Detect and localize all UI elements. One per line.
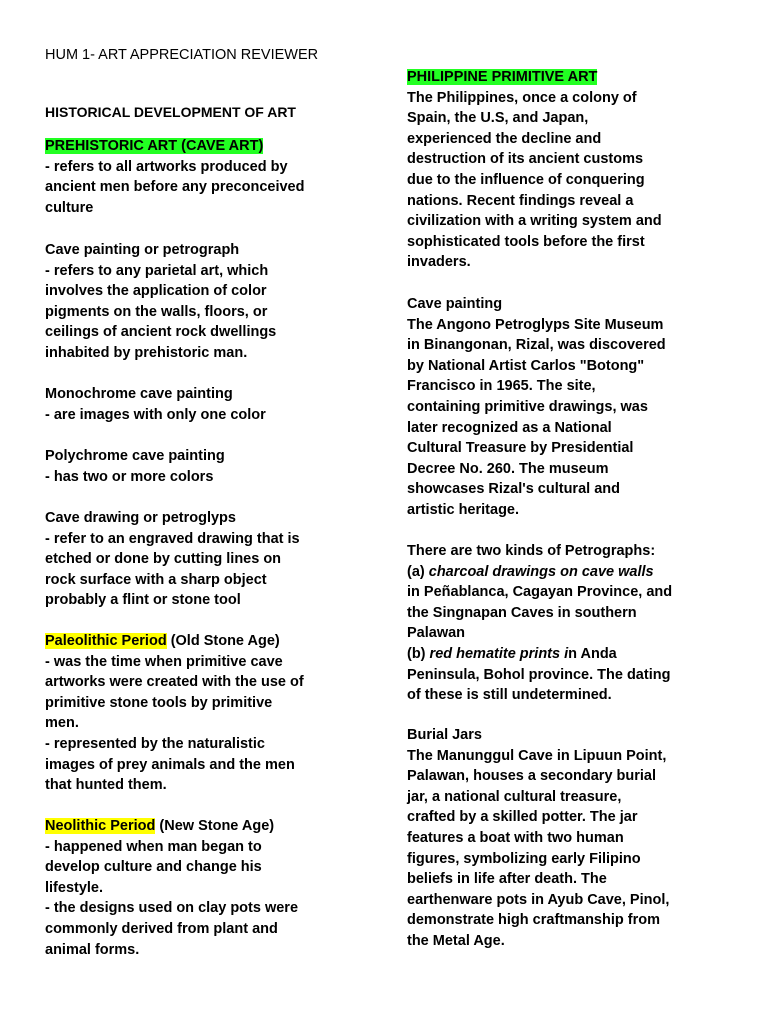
text-line: Cave drawing or petroglyps (45, 510, 236, 526)
text-line: Cave painting (407, 296, 503, 312)
text-line: in Peñablanca, Cagayan Province, and (407, 584, 673, 601)
text-line: The Angono Petroglyps Site Museum (407, 316, 664, 333)
text-line: Palawan, houses a secondary burial (407, 768, 657, 785)
cave-painting-definition (45, 240, 385, 364)
text-line: animal forms. (45, 941, 140, 958)
cave-drawing-definition (45, 508, 385, 611)
text-line: Monochrome cave painting (45, 386, 233, 402)
angono-cave-painting-block (407, 294, 747, 521)
text-line: There are two kinds of Petrographs: (407, 543, 656, 559)
text-line: ceilings of ancient rock dwellings (45, 324, 277, 341)
philippine-art-block (407, 67, 747, 273)
text-line: Francisco in 1965. The site, (407, 378, 596, 395)
text-line: in Binangonan, Rizal, was discovered (407, 337, 666, 354)
paleolithic-subtitle: (Old Stone Age) (166, 633, 280, 649)
text-line: lifestyle. (45, 879, 104, 896)
text-line: - are images with only one color (45, 406, 266, 423)
text-line: develop culture and change his (45, 859, 262, 876)
text-line: features a boat with two human (407, 829, 624, 846)
neolithic-term: Neolithic Period (45, 818, 156, 834)
text-line: demonstrate high craftmanship from (407, 912, 660, 929)
text-line: figures, symbolizing early Filipino (407, 850, 641, 867)
text-line: The Philippines, once a colony of (407, 89, 637, 106)
text-line: sophisticated tools before the first (407, 233, 645, 250)
burial-jars-block (407, 725, 747, 952)
paleolithic-term: Paleolithic Period (45, 633, 167, 649)
text-line: The Manunggul Cave in Lipuun Point, (407, 747, 667, 764)
text-line: - represented by the naturalistic (45, 735, 265, 752)
text-line: destruction of its ancient customs (407, 151, 644, 168)
document-title: HUM 1- ART APPRECIATION REVIEWER (45, 47, 319, 63)
text-line: jar, a national cultural treasure, (407, 788, 622, 805)
polychrome-definition (45, 446, 385, 487)
text-line: civilization with a writing system and (407, 213, 662, 230)
neolithic-block (45, 816, 385, 960)
text-line: rock surface with a sharp object (45, 571, 267, 588)
item-b-rest: n Anda (568, 645, 617, 662)
text-line: invaders. (407, 254, 471, 271)
text-line: Palawan (407, 625, 466, 642)
text-line: showcases Rizal's cultural and (407, 481, 620, 498)
text-line: Decree No. 260. The museum (407, 460, 609, 477)
text-line: Peninsula, Bohol province. The dating (407, 666, 671, 683)
text-line: by National Artist Carlos "Botong" (407, 357, 645, 374)
text-line: beliefs in life after death. The (407, 871, 607, 888)
text-line: - has two or more colors (45, 468, 214, 485)
text-line: nations. Recent findings reveal a (407, 192, 634, 209)
text-line: - was the time when primitive cave (45, 653, 283, 670)
section-heading: HISTORICAL DEVELOPMENT OF ART (45, 104, 296, 120)
text-line: earthenware pots in Ayub Cave, Pinol, (407, 891, 670, 908)
text-line: that hunted them. (45, 777, 167, 794)
prehistoric-art-heading: PREHISTORIC ART (CAVE ART) (45, 138, 264, 154)
text-line: Spain, the U.S, and Japan, (407, 110, 589, 127)
petrographs-block (407, 541, 747, 706)
philippine-art-heading: PHILIPPINE PRIMITIVE ART (407, 69, 598, 85)
text-line: commonly derived from plant and (45, 920, 278, 937)
text-line: inhabited by prehistoric man. (45, 344, 248, 361)
prehistoric-art-block (45, 136, 385, 218)
monochrome-definition (45, 384, 385, 425)
text-line: pigments on the walls, floors, or (45, 303, 268, 320)
text-line: artworks were created with the use of (45, 674, 304, 691)
text-line: involves the application of color (45, 283, 267, 300)
text-line: of these is still undetermined. (407, 687, 612, 704)
paleolithic-block (45, 631, 385, 796)
text-line: probably a flint or stone tool (45, 592, 241, 609)
text-line: culture (45, 199, 94, 216)
text-line: experienced the decline and (407, 130, 602, 147)
item-a-label: (a) (407, 563, 429, 580)
text-line: men. (45, 715, 79, 732)
text-line: Burial Jars (407, 727, 482, 743)
text-line: - refers to any parietal art, which (45, 262, 269, 279)
text-line: Cultural Treasure by Presidential (407, 440, 634, 457)
text-line: - happened when man began to (45, 838, 262, 855)
text-line: - refers to all artworks produced by (45, 158, 288, 175)
text-line: the Metal Age. (407, 932, 505, 949)
text-line: ancient men before any preconceived (45, 179, 305, 196)
text-line: crafted by a skilled potter. The jar (407, 809, 638, 826)
text-line: artistic heritage. (407, 501, 520, 518)
text-line: later recognized as a National (407, 419, 612, 436)
text-line: primitive stone tools by primitive (45, 694, 273, 711)
text-line: containing primitive drawings, was (407, 398, 648, 415)
item-a-italic: charcoal drawings on cave walls (428, 563, 654, 580)
item-b-label: (b) (407, 645, 430, 662)
neolithic-subtitle: (New Stone Age) (155, 818, 275, 834)
text-line: - the designs used on clay pots were (45, 900, 299, 917)
item-b-italic: red hematite prints i (429, 645, 569, 662)
text-line: etched or done by cutting lines on (45, 551, 282, 568)
text-line: the Singnapan Caves in southern (407, 604, 637, 621)
text-line: - refer to an engraved drawing that is (45, 530, 300, 547)
text-line: due to the influence of conquering (407, 171, 645, 188)
text-line: Cave painting or petrograph (45, 242, 240, 258)
text-line: images of prey animals and the men (45, 756, 295, 773)
text-line: Polychrome cave painting (45, 448, 225, 464)
